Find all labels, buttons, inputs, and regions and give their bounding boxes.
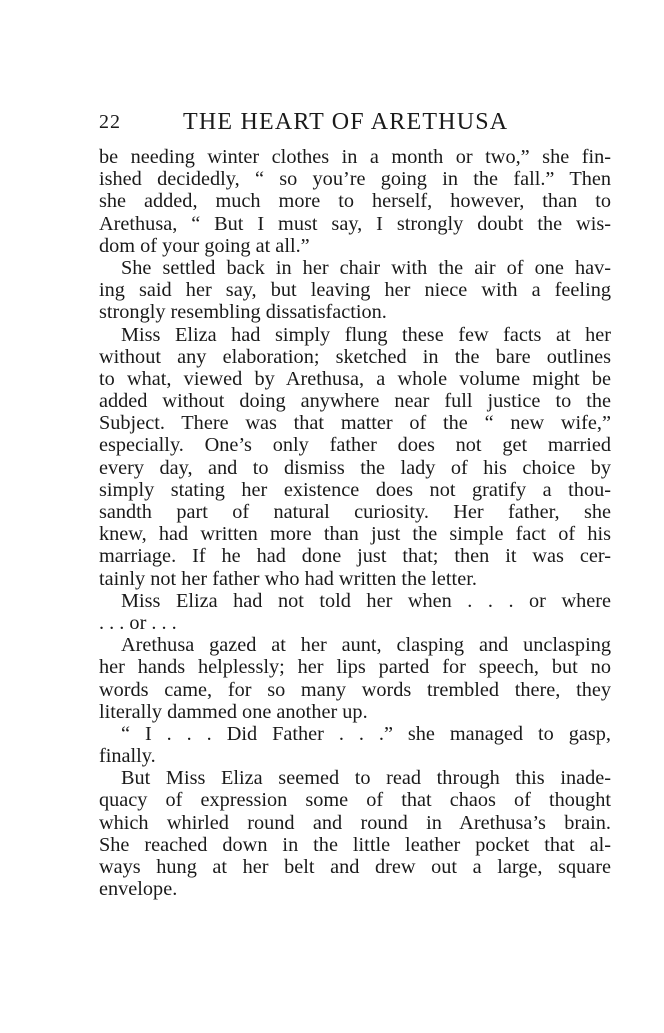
text-line: Arethusa gazed at her aunt, clasping and unclasping bbox=[121, 634, 611, 657]
text-line: ing said her say, but leaving her niece with a feeling bbox=[99, 279, 611, 302]
running-title: THE HEART OF ARETHUSA bbox=[183, 109, 509, 135]
text-line: to what, viewed by Arethusa, a whole volume might be bbox=[99, 367, 611, 390]
text-line: quacy of expression some of that chaos of thought bbox=[99, 789, 611, 812]
text-line: . . . or . . . bbox=[99, 611, 177, 634]
text-line: But Miss Eliza seemed to read through this inade- bbox=[121, 767, 611, 790]
text-line: especially. One’s only father does not get married bbox=[99, 434, 611, 457]
text-line: Arethusa, “ But I must say, I strongly doubt the wis- bbox=[99, 212, 611, 235]
text-line: knew, had written more than just the simple fact of his bbox=[99, 523, 611, 546]
text-line: added without doing anywhere near full justice to the bbox=[99, 390, 611, 413]
text-line: Miss Eliza had simply flung these few facts at her bbox=[121, 323, 611, 346]
text-line: ways hung at her belt and drew out a large, square bbox=[99, 856, 611, 878]
page-number: 22 bbox=[99, 111, 121, 133]
text-line: every day, and to dismiss the lady of his choice by bbox=[99, 456, 611, 479]
text-line: she added, much more to herself, however, than to bbox=[99, 190, 611, 213]
text-line: She reached down in the little leather pocket that al- bbox=[99, 833, 611, 856]
text-line: ished decidedly, “ so you’re going in the fall.” Then bbox=[99, 168, 611, 191]
text-line: her hands helplessly; her lips parted for speech, but no bbox=[99, 656, 611, 679]
body-text bbox=[99, 146, 611, 900]
text-line: simply stating her existence does not gratify a thou- bbox=[99, 478, 611, 501]
text-line: Subject. There was that matter of the “ new wife,” bbox=[99, 412, 611, 435]
text-line: Miss Eliza had not told her when . . . or where bbox=[121, 589, 611, 612]
text-line: dom of your going at all.” bbox=[99, 234, 310, 257]
text-line: She settled back in her chair with the air of one hav- bbox=[121, 256, 611, 279]
text-line: be needing winter clothes in a month or two,” she fin- bbox=[99, 146, 611, 168]
text-line: strongly resembling dissatisfaction. bbox=[99, 301, 387, 324]
text-line: “ I . . . Did Father . . .” she managed to gasp, bbox=[121, 722, 611, 745]
text-line: finally. bbox=[99, 745, 156, 768]
text-line: sandth part of natural curiosity. Her father, she bbox=[99, 501, 611, 523]
text-line: words came, for so many words trembled there, they bbox=[99, 678, 611, 701]
text-line: envelope. bbox=[99, 878, 178, 901]
text-line: literally dammed one another up. bbox=[99, 700, 368, 723]
text-line: without any elaboration; sketched in the bare outlines bbox=[99, 345, 611, 368]
text-line: tainly not her father who had written the letter. bbox=[99, 567, 477, 590]
running-head bbox=[99, 106, 611, 138]
text-line: which whirled round and round in Arethusa’s brain. bbox=[99, 811, 611, 834]
text-line: marriage. If he had done just that; then it was cer- bbox=[99, 545, 611, 568]
